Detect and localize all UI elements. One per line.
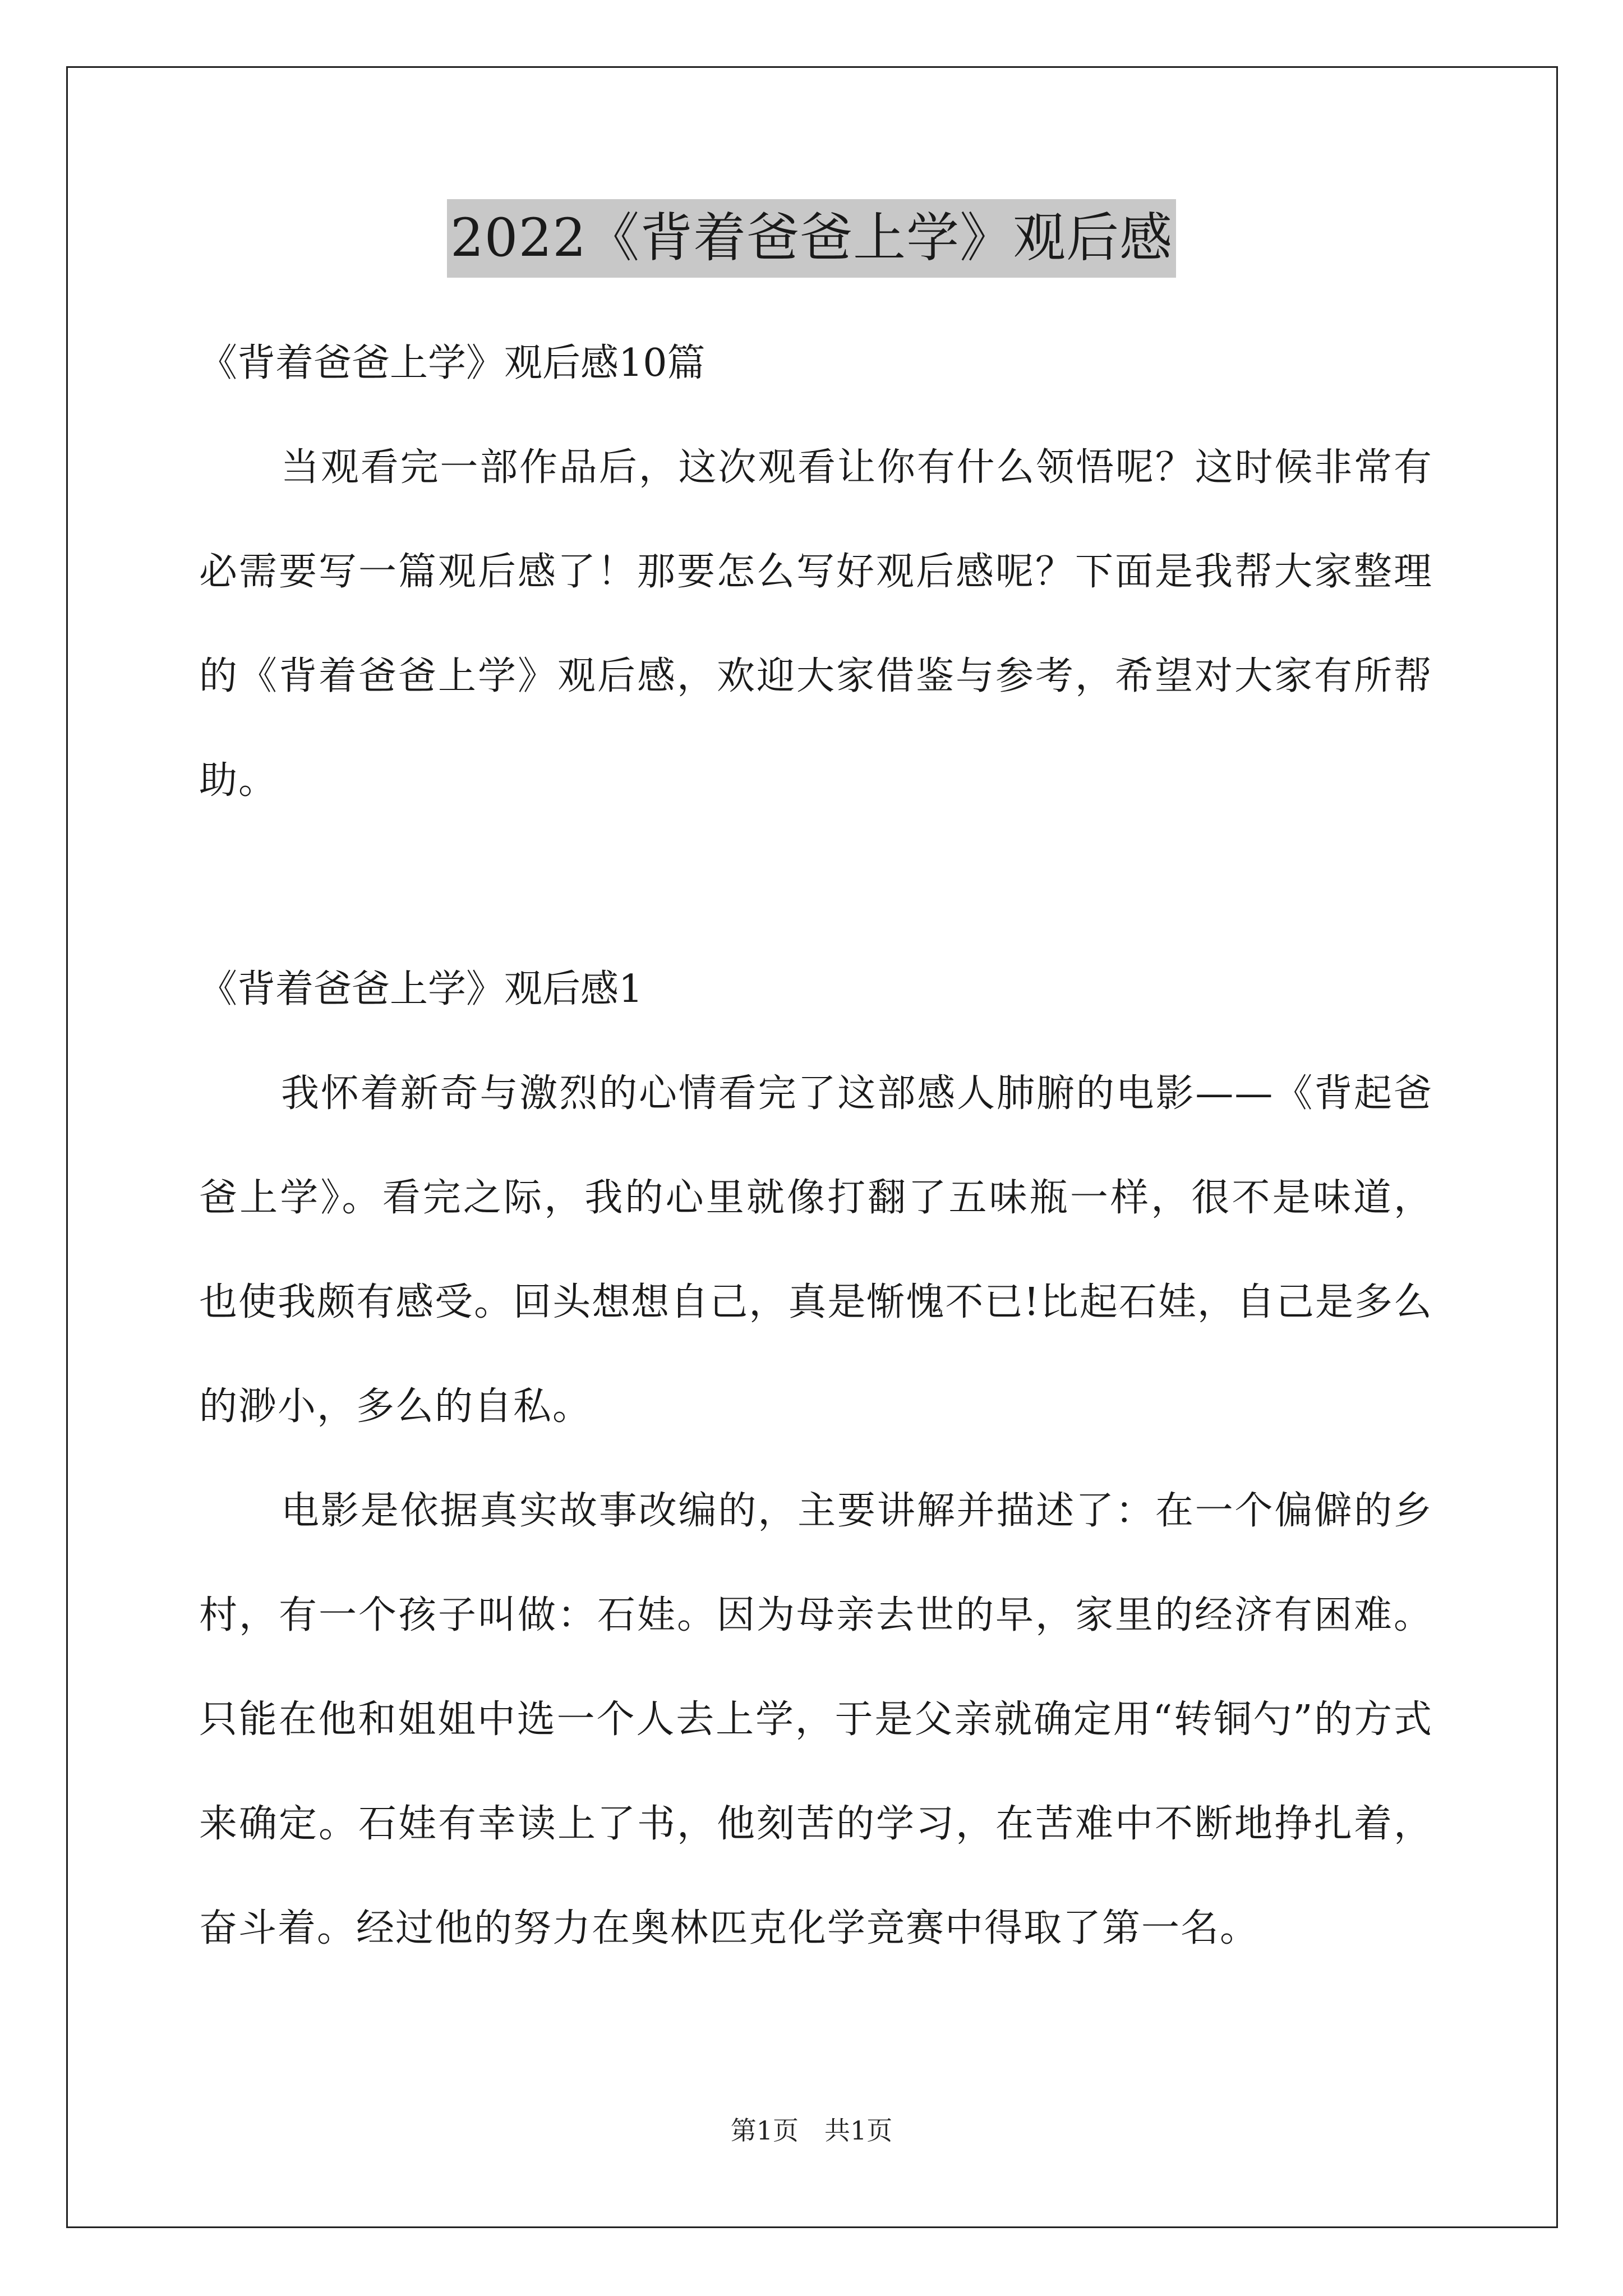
intro-paragraph: 当观看完一部作品后，这次观看让你有什么领悟呢？这时候非常有必需要写一篇观后感了！那要怎么写好观后感呢？下面是我帮大家整理的《背着爸爸上学》观后感，欢迎大家借鉴与参考，希望对大家有所帮助。 — [199, 445, 1433, 803]
paragraph-spacer — [199, 833, 1433, 937]
essay-paragraph-2: 电影是依据真实故事改编的，主要讲解并描述了：在一个偏僻的乡村，有一个孩子叫做：石娃。因为母亲去世的早，家里的经济有困难。只能在他和姐姐中选一个人去上学，于是父亲就确定用“转铜勺”的方式来确定。石娃有幸读上了书，他刻苦的学习，在苦难中不断地挣扎着，奋斗着。经过他的努力在奥林匹克化学竞赛中得取了第一名。 — [199, 1489, 1433, 1950]
title-container — [0, 199, 1623, 278]
document-title: 2022《背着爸爸上学》观后感 — [447, 199, 1176, 278]
section-heading-collection: 《背着爸爸上学》观后感10篇 — [199, 341, 706, 385]
document-body — [199, 311, 1433, 1981]
essay-paragraph-1: 我怀着新奇与激烈的心情看完了这部感人肺腑的电影——《背起爸爸上学》。看完之际，我的心里就像打翻了五味瓶一样，很不是味道，也使我颇有感受。回头想想自己，真是惭愧不已!比起石娃，自己是多么的渺小，多么的自私。 — [199, 1071, 1433, 1429]
section-heading-essay-1: 《背着爸爸上学》观后感1 — [199, 967, 643, 1011]
page-footer: 第1页 共1页 — [730, 2115, 893, 2146]
